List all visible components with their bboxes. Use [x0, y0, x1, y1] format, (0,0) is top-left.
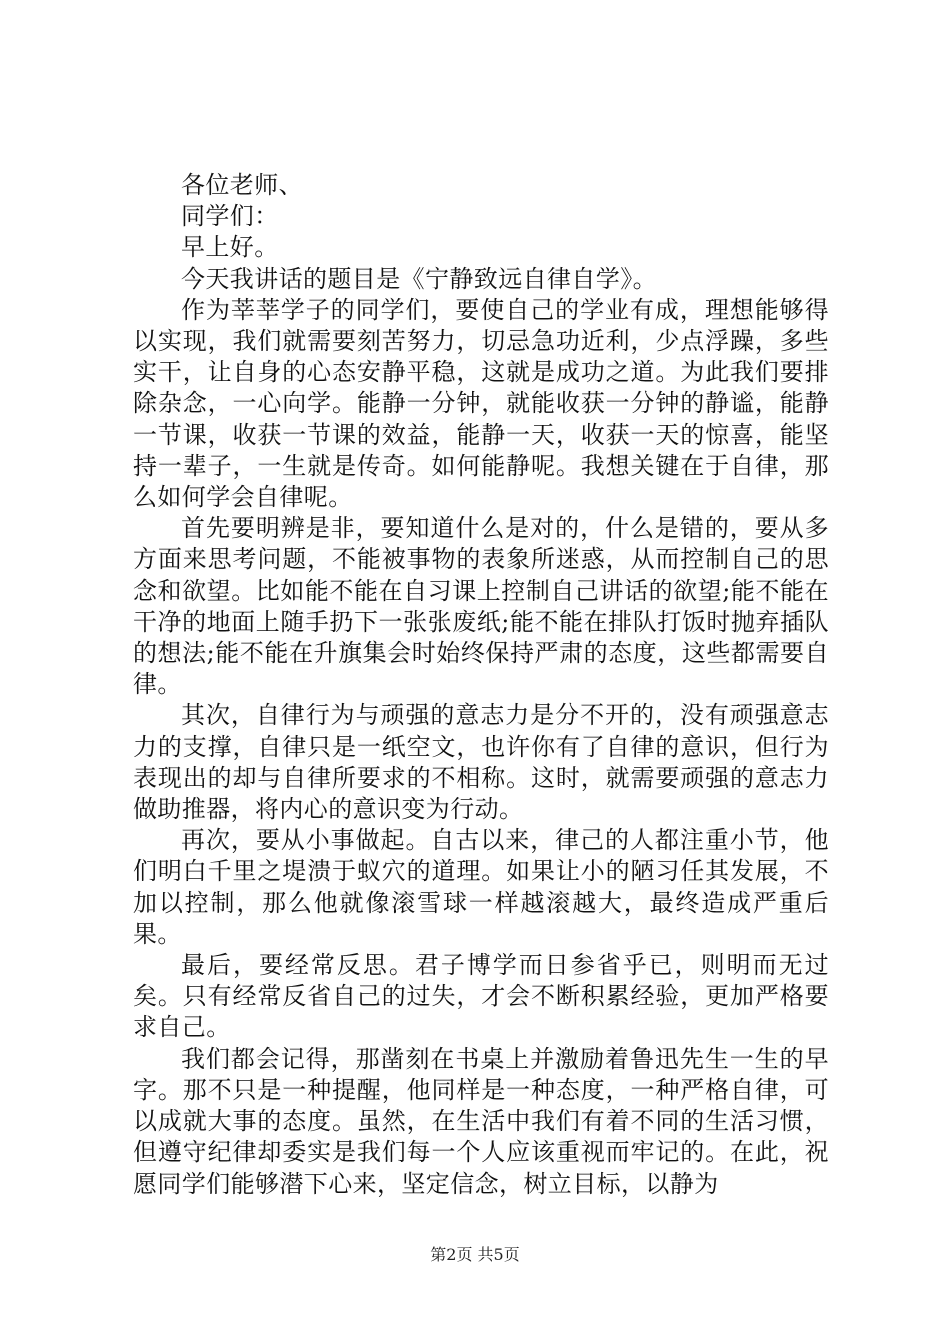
document-body: [133, 170, 829, 1200]
body-paragraph: 作为莘莘学子的同学们，要使自己的学业有成，理想能够得以实现，我们就需要刻苦努力，切忌急功近利，少点浮躁，多些实干，让自身的心态安静平稳，这就是成功之道。为此我们要排除杂念，一心向学。能静一分钟，就能收获一分钟的静谧，能静一节课，收获一节课的效益，能静一天，收获一天的惊喜，能坚持一辈子，一生就是传奇。如何能静呢。我想关键在于自律，那么如何学会自律呢。: [133, 295, 829, 512]
greeting: 早上好。: [181, 233, 279, 262]
body-paragraph: 再次，要从小事做起。自古以来，律己的人都注重小节，他们明白千里之堤溃于蚁穴的道理。如果让小的陋习任其发展，不加以控制，那么他就像滚雪球一样越滚越大，最终造成严重后果。: [133, 826, 829, 948]
body-paragraph: 首先要明辨是非，要知道什么是对的，什么是错的，要从多方面来思考问题，不能被事物的表象所迷惑，从而控制自己的思念和欲望。比如能不能在自习课上控制自己讲话的欲望;能不能在干净的地面上随手扔下一张张废纸;能不能在排队打饭时抛弃插队的想法;能不能在升旗集会时始终保持严肃的态度，这些都需要自律。: [133, 514, 829, 699]
salutation-teachers: 各位老师、: [181, 171, 303, 199]
salutation-students: 同学们：: [181, 202, 279, 231]
body-paragraph: 我们都会记得，那凿刻在书桌上并激励着鲁迅先生一生的早字。那不只是一种提醒，他同样是一种态度，一种严格自律，可以成就大事的态度。虽然，在生活中我们有着不同的生活习惯，但遵守纪律却委实是我们每一个人应该重视而牢记的。在此，祝愿同学们能够潜下心来，坚定信念，树立目标，以静为: [133, 1044, 829, 1198]
page-number-footer: 第2页 共5页: [430, 1245, 520, 1264]
body-paragraph: 其次，自律行为与顽强的意志力是分不开的，没有顽强意志力的支撑，自律只是一纸空文，也许你有了自律的意识，但行为表现出的却与自律所要求的不相称。这时，就需要顽强的意志力做助推器，将内心的意识变为行动。: [133, 701, 829, 824]
speech-topic: 今天我讲话的题目是《宁静致远自律自学》。: [181, 264, 657, 293]
body-paragraph: 最后，要经常反思。君子博学而日参省乎已，则明而无过矣。只有经常反省自己的过失，才会不断积累经验，更加严格要求自己。: [133, 951, 829, 1042]
